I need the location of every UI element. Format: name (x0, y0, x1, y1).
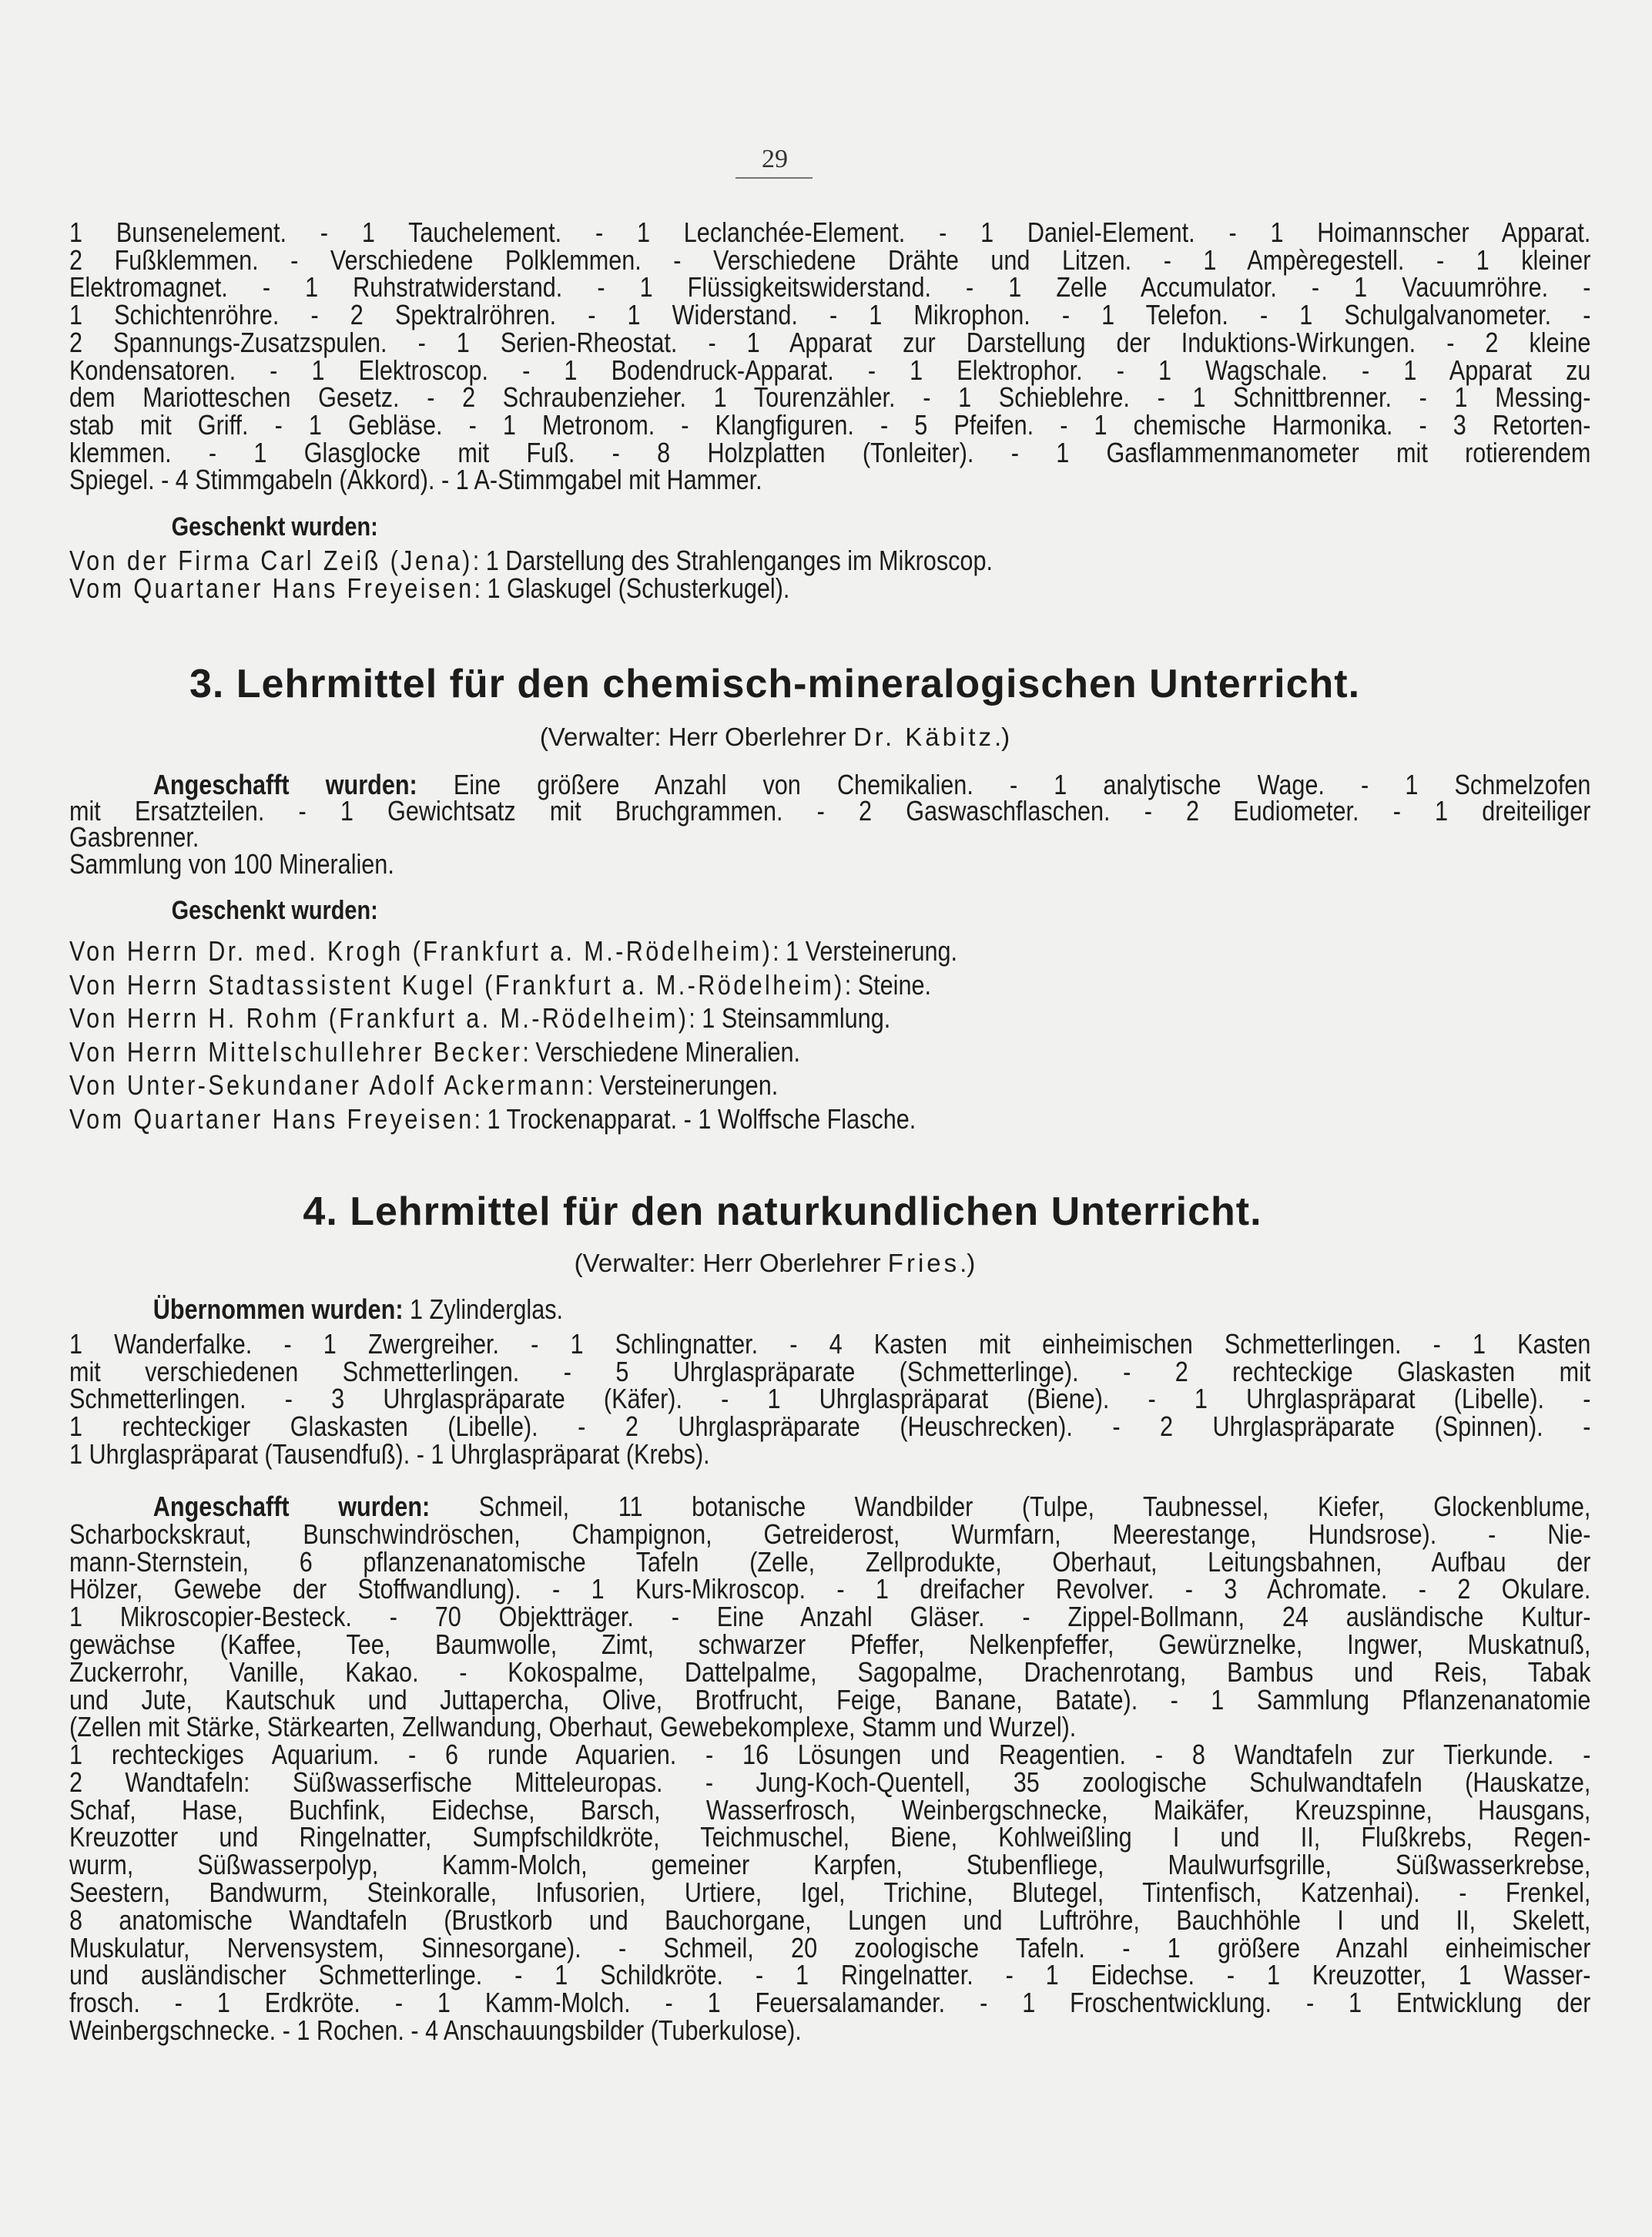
donor-line (69, 572, 1590, 604)
paragraph-label: Angeschafft wurden: (152, 769, 417, 800)
text-line: 2 Fußklemmen. - Verschiedene Polklemmen. - Verschiedene Drähte und Litzen. - 1 Ampèregestell. - 1 kleiner (69, 243, 1591, 276)
text-line: 1 Wanderfalke. - 1 Zwergreiher. - 1 Schlingnatter. - 4 Kasten mit einheimischen Schmetterlingen. - 1 Kasten (69, 1328, 1591, 1360)
text-line: 8 anatomische Wandtafeln (Brustkorb und Bauchorgane, Lungen und Luftröhre, Bauchhöhle I und II, Skelett, (69, 1903, 1591, 1936)
line-text: : 1 Versteinerung. (772, 935, 958, 967)
donor-line (69, 1035, 1590, 1069)
text-line: Kreuzotter und Ringelnatter, Sumpfschildkröte, Teichmuschel, Biene, Kohlweißling I und II, Flußkrebs, Regen- (69, 1821, 1591, 1853)
text-line: klemmen. - 1 Glasglocke mit Fuß. - 8 Holzplatten (Tonleiter). - 1 Gasflammenmanometer mit rotierendem (69, 436, 1591, 468)
section-3-purchased-extra (69, 850, 1590, 878)
line-text: : 1 Steinsammlung. (689, 1002, 891, 1034)
section-3-heading: 3. Lehrmittel für den chemisch-mineralogischen Unterricht. (189, 662, 1361, 706)
administrator-prefix: (Verwalter: Herr Oberlehrer (574, 1249, 888, 1277)
text-line: und ausländischer Schmetterlinge. - 1 Schildkröte. - 1 Ringelnatter. - 1 Eidechse. - 1 Kreuzotter, 1 Wasser- (69, 1959, 1591, 1991)
text-line: Schaf, Hase, Buchfink, Eidechse, Barsch, Wasserfrosch, Weinbergschnecke, Maikäfer, Kreuzspinne, Hausgans, (69, 1793, 1591, 1826)
donor-name: Von der Firma Carl Zeiß (Jena) (69, 545, 473, 576)
line-text: Eine größere Anzahl von Chemikalien. - 1 analytische Wage. - 1 Schmelzofen (417, 769, 1591, 800)
donor-name: Von Herrn Stadtassistent Kugel (Frankfurt a. M.-Rödelheim) (69, 968, 845, 1001)
text-line: wurm, Süßwasserpolyp, Kamm-Molch, gemeiner Karpfen, Stubenfliege, Maulwurfsgrille, Süßwasserkrebse, (69, 1849, 1591, 1881)
paragraph-label: Angeschafft wurden: (152, 1491, 431, 1522)
physics-gifts-list (69, 547, 1590, 602)
section-4-purchased-zoology (69, 1741, 1590, 2044)
gifts-label: Geschenkt wurden: (171, 896, 378, 925)
text-line: 1 Schichtenröhre. - 2 Spektralröhren. - 1 Widerstand. - 1 Mikrophon. - 1 Telefon. - 1 Schulgalvanometer. - (69, 299, 1591, 331)
text-line: Kondensatoren. - 1 Elektroscop. - 1 Bodendruck-Apparat. - 1 Elektrophor. - 1 Wagschale. - 1 Apparat zu (69, 354, 1591, 386)
text-line: mann-Sternstein, 6 pflanzenanatomische Tafeln (Zelle, Zellprodukte, Oberhaut, Leitungsbahnen, Aufbau der (69, 1545, 1591, 1578)
administrator-name: Fries (887, 1249, 960, 1277)
section-3-gifts-list (69, 934, 1590, 1135)
donor-line (69, 1068, 1590, 1102)
donor-name: Von Herrn H. Rohm (Frankfurt a. M.-Rödelheim) (69, 1002, 689, 1034)
text-line: Sammlung von 100 Mineralien. (69, 848, 394, 880)
text-line: Seestern, Bandwurm, Steinkoralle, Infusorien, Urtiere, Igel, Trichine, Blutegel, Tintenfisch, Katzenhai). - Frenkel, (69, 1876, 1591, 1908)
text-line: Gasbrenner. (69, 821, 199, 853)
text-line: 1 Mikroscopier-Besteck. - 70 Objektträger. - Eine Anzahl Gläser. - Zippel-Bollmann, 24 ausländische Kultur- (69, 1601, 1591, 1633)
donor-name: Vom Quartaner Hans Freyeisen (69, 572, 474, 604)
donor-line (69, 968, 1590, 1002)
text-line: 1 rechteckiger Glaskasten (Libelle). - 2 Uhrglaspräparate (Heuschrecken). - 2 Uhrglaspräparate (Spinnen). - (69, 1410, 1591, 1443)
text-line: gewächse (Kaffee, Tee, Baumwolle, Zimt, schwarzer Pfeffer, Nelkenpfeffer, Gewürznelke, Ingwer, Muskatnuß, (69, 1628, 1591, 1660)
section-3-purchased (69, 769, 1591, 853)
text-line: und Jute, Kautschuk und Juttapercha, Olive, Brotfrucht, Feige, Banane, Batate). - 1 Sammlung Pflanzenanatomie (69, 1683, 1591, 1715)
page-number: 29 (762, 145, 788, 173)
donor-line (69, 547, 1590, 575)
section-4-heading: 4. Lehrmittel für den naturkundlichen Unterricht. (303, 1189, 1262, 1234)
text-line (69, 1293, 1590, 1325)
donor-name: Von Herrn Dr. med. Krogh (Frankfurt a. M.-Rödelheim) (69, 935, 773, 967)
donor-line (69, 1102, 1590, 1136)
text-line: Spiegel. - 4 Stimmgabeln (Akkord). - 1 A-Stimmgabel mit Hammer. (69, 464, 762, 496)
section-4-taken-over (69, 1330, 1590, 1468)
text-line: Elektromagnet. - 1 Ruhstratwiderstand. - 1 Flüssigkeitswiderstand. - 1 Zelle Accumulator. - 1 Vacuumröhre. - (69, 271, 1591, 304)
section-4-taken-over-head (69, 1293, 1590, 1325)
donor-name: Vom Quartaner Hans Freyeisen (69, 1102, 474, 1135)
text-line: Scharbockskraut, Bunschwindröschen, Champignon, Getreiderost, Wurmfarn, Meerestange, Hundsrose). - Nie- (69, 1518, 1591, 1550)
line-text: : Versteinerungen. (586, 1069, 779, 1101)
line-text: : Verschiedene Mineralien. (522, 1035, 801, 1068)
donor-line (69, 1001, 1590, 1035)
gifts-label: Geschenkt wurden: (171, 512, 378, 542)
line-text: : 1 Trockenapparat. - 1 Wolffsche Flasche. (474, 1102, 916, 1135)
line-text: : 1 Glaskugel (Schusterkugel). (474, 572, 790, 604)
line-text: 1 Zylinderglas. (403, 1293, 564, 1325)
donor-name: Von Unter-Sekundaner Adolf Ackermann (69, 1069, 587, 1101)
text-line: stab mit Griff. - 1 Gebläse. - 1 Metronom. - Klangfiguren. - 5 Pfeifen. - 1 chemische Harmonika. - 3 Retorten- (69, 408, 1591, 441)
administrator-suffix: .) (960, 1249, 976, 1277)
administrator-prefix: (Verwalter: Herr Oberlehrer (539, 723, 853, 751)
line-text: : 1 Darstellung des Strahlenganges im Mikroscop. (472, 545, 993, 576)
section-3-gifts-label-row (69, 896, 1590, 925)
text-line: mit Ersatzteilen. - 1 Gewichtsatz mit Bruchgrammen. - 2 Gaswaschflaschen. - 2 Eudiometer. - 1 dreiteiliger (69, 795, 1591, 827)
page-number-rule (736, 177, 813, 179)
administrator-name: Dr. Käbitz (853, 723, 994, 751)
line-text: : Steine. (844, 968, 932, 1001)
section-4-administrator (0, 1249, 1550, 1278)
physics-inventory-paragraph (69, 216, 1591, 496)
text-line: Zuckerrohr, Vanille, Kakao. - Kokospalme, Dattelpalme, Sagopalme, Drachenrotang, Bambus und Reis, Tabak (69, 1655, 1591, 1688)
text-line: 1 rechteckiges Aquarium. - 6 runde Aquarien. - 16 Lösungen und Reagentien. - 8 Wandtafeln zur Tierkunde. - (69, 1739, 1591, 1770)
text-line: Weinbergschnecke. - 1 Rochen. - 4 Anschauungsbilder (Tuberkulose). (69, 2014, 802, 2046)
text-line: Muskulatur, Nervensystem, Sinnesorgane). - Schmeil, 20 zoologische Tafeln. - 1 größere Anzahl einheimischer (69, 1931, 1591, 1964)
paragraph-label: Übernommen wurden: (152, 1293, 404, 1325)
text-line: frosch. - 1 Erdkröte. - 1 Kamm-Molch. - 1 Feuersalamander. - 1 Froschentwicklung. - 1 Entwicklung der (69, 1987, 1591, 2019)
text-line: Schmetterlingen. - 3 Uhrglaspräparate (Käfer). - 1 Uhrglaspräparat (Biene). - 1 Uhrglaspräparat (Libelle). - (69, 1383, 1591, 1415)
section-3-administrator (0, 723, 1550, 752)
text-line: mit verschiedenen Schmetterlingen. - 5 Uhrglaspräparate (Schmetterlinge). - 2 rechteckige Glaskasten mit (69, 1355, 1591, 1387)
administrator-suffix: .) (994, 723, 1010, 751)
text-line: 1 Bunsenelement. - 1 Tauchelement. - 1 Leclanchée-Element. - 1 Daniel-Element. - 1 Hoimannscher Apparat. (69, 216, 1591, 248)
physics-gifts-label-row (69, 512, 1590, 542)
text-line: 2 Wandtafeln: Süßwasserfische Mitteleuropas. - Jung-Koch-Quentell, 35 zoologische Schulwandtafeln (Hauskatze, (69, 1766, 1591, 1798)
text-line: 1 Uhrglaspräparat (Tausendfuß). - 1 Uhrglaspräparat (Krebs). (69, 1437, 710, 1470)
text-line: dem Mariotteschen Gesetz. - 2 Schraubenzieher. 1 Tourenzähler. - 1 Schieblehre. - 1 Schnittbrenner. - 1 Messing- (69, 381, 1591, 414)
text-line (69, 1493, 1590, 1521)
donor-line (69, 934, 1590, 968)
text-line: 2 Spannungs-Zusatzspulen. - 1 Serien-Rheostat. - 1 Apparat zur Darstellung der Induktions-Wirkungen. - 2 kleine (69, 326, 1591, 358)
text-line (69, 769, 1591, 800)
line-text: Schmeil, 11 botanische Wandbilder (Tulpe, Taubnessel, Kiefer, Glockenblume, (430, 1491, 1591, 1522)
text-line: (Zellen mit Stärke, Stärkearten, Zellwandung, Oberhaut, Gewebekomplexe, Stamm und Wurzel). (69, 1711, 1077, 1743)
donor-name: Von Herrn Mittelschullehrer Becker (69, 1035, 523, 1068)
text-line: Hölzer, Gewebe der Stoffwandlung). - 1 Kurs-Mikroscop. - 1 dreifacher Revolver. - 3 Achromate. - 2 Okulare. (69, 1573, 1591, 1605)
section-4-purchased-botany (69, 1493, 1590, 1741)
